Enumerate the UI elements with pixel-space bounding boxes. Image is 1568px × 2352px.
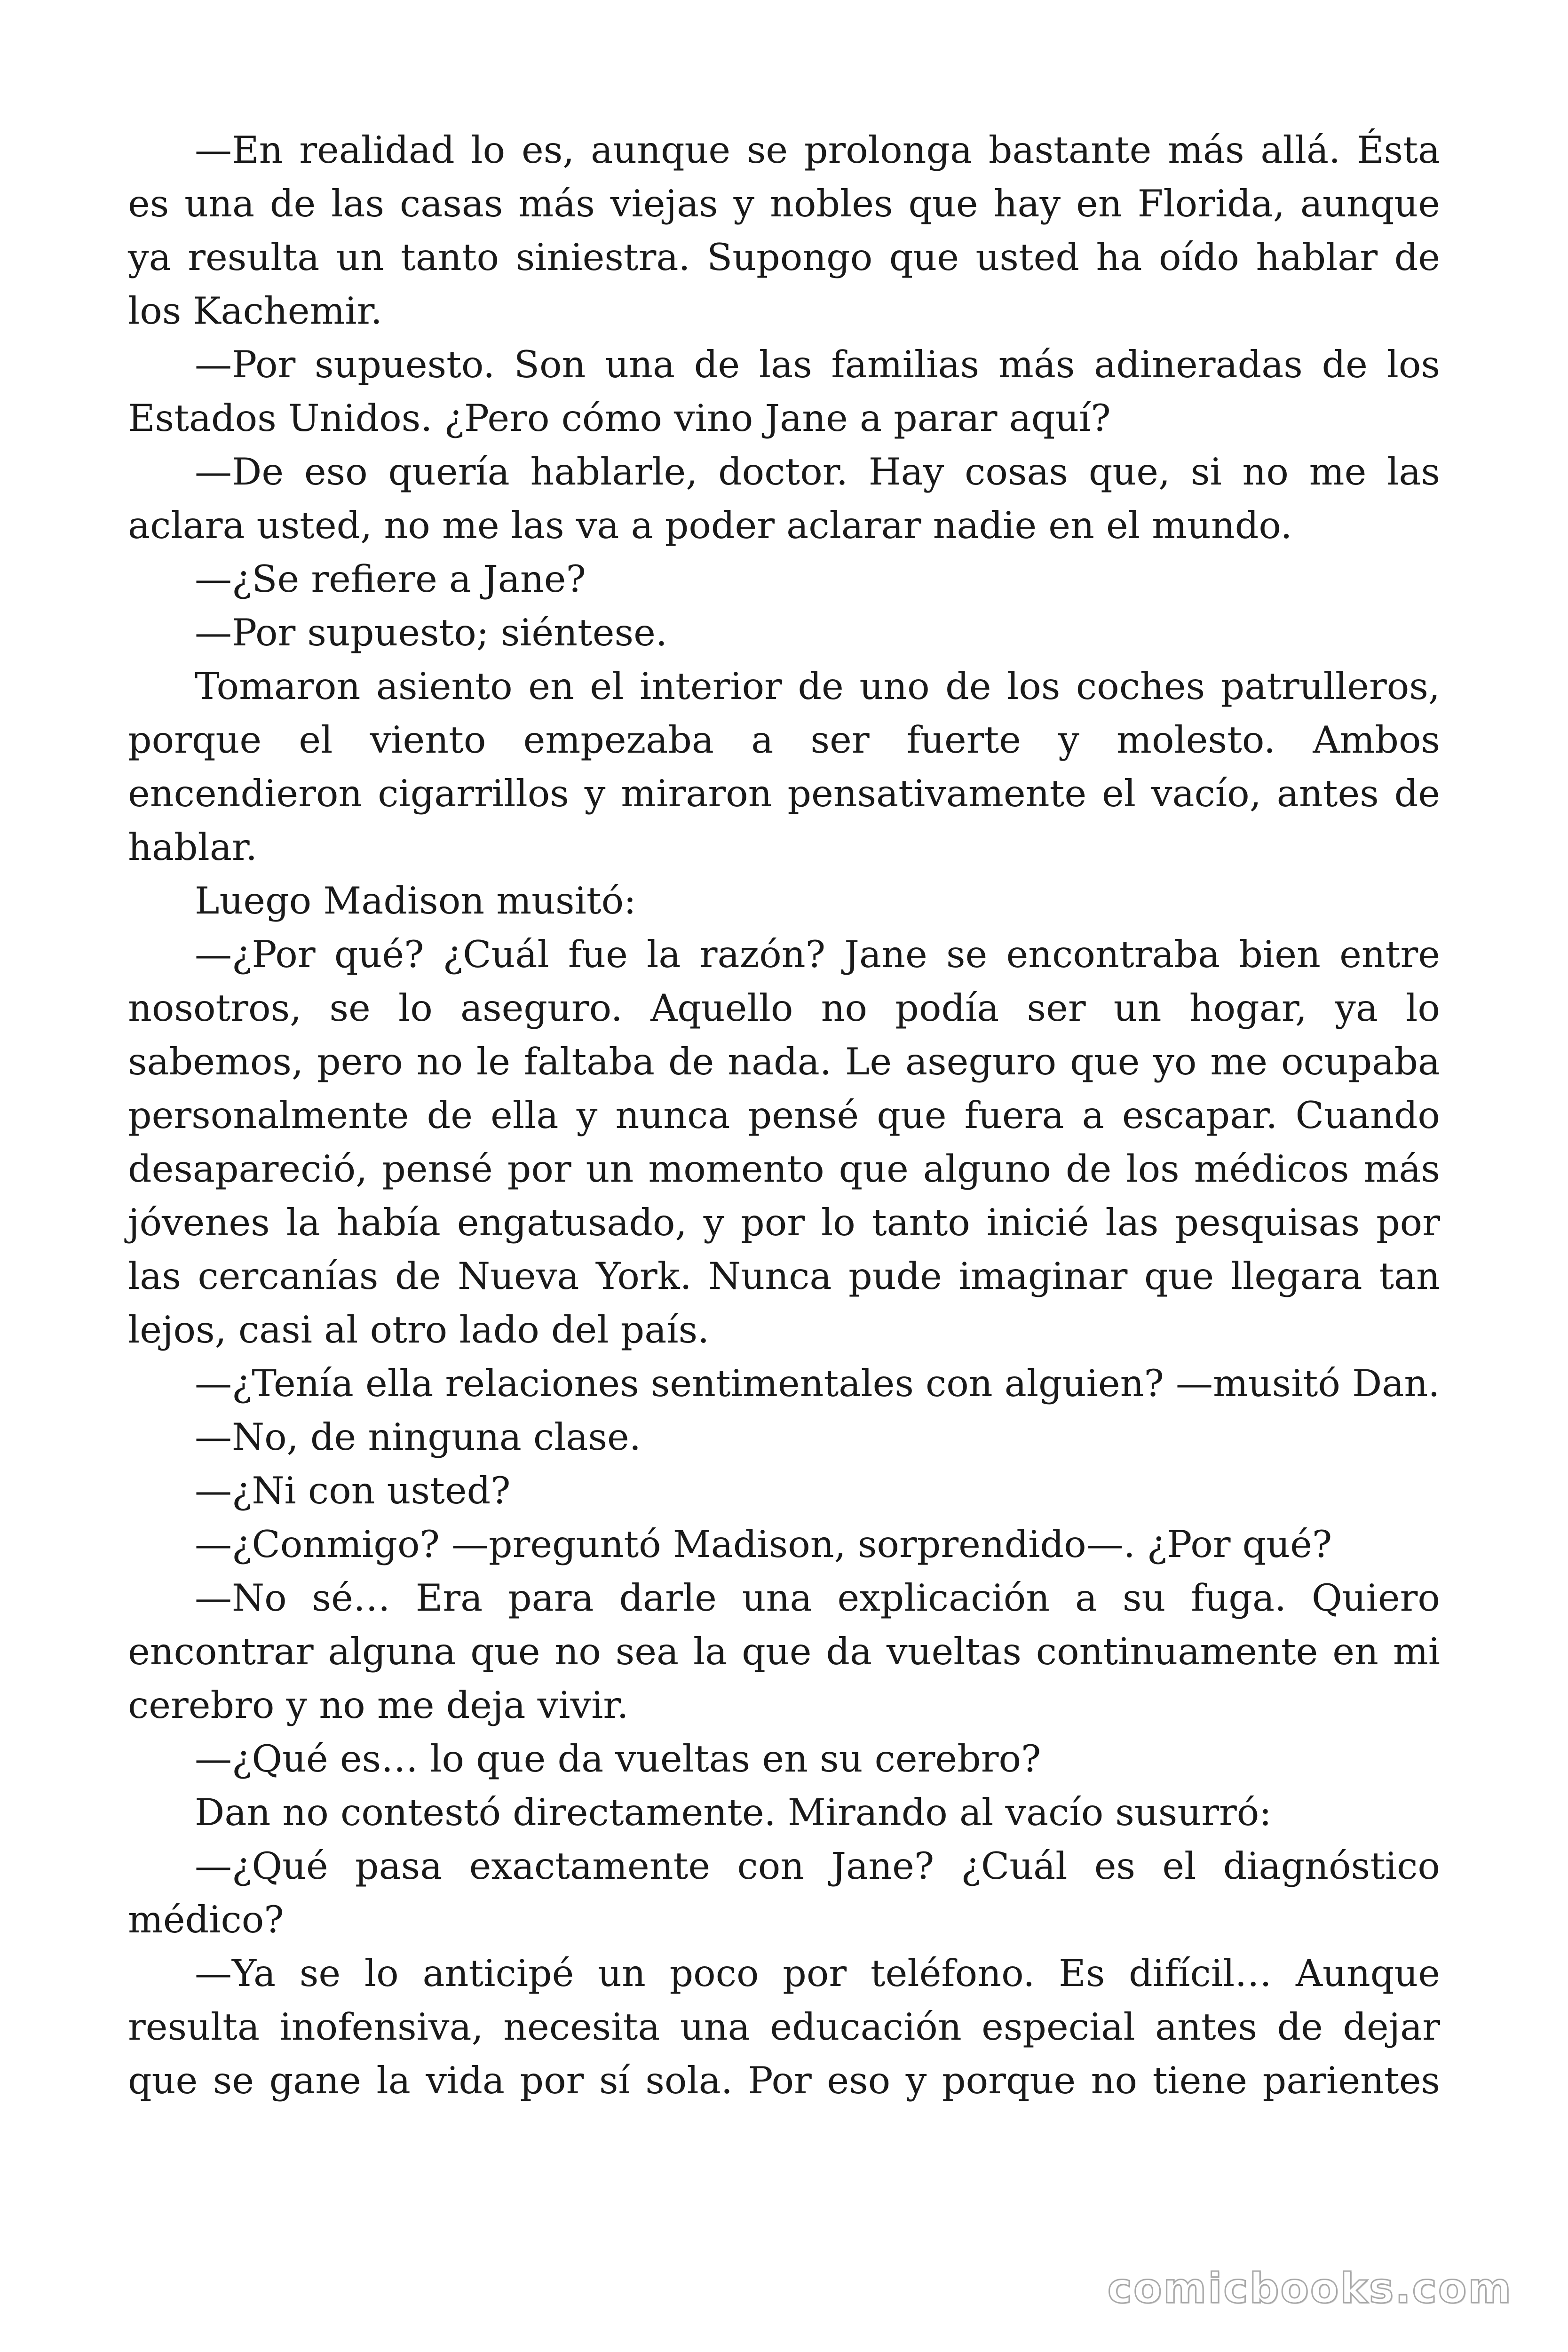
watermark: comicbooks.com [1107, 2264, 1513, 2312]
paragraph: Tomaron asiento en el interior de uno de los coches patrulleros, porque el viento empezaba a ser fuerte y molesto. Ambos encendieron cigarrillos y miraron pensativamente el vacío, antes de hablar. [128, 665, 1440, 869]
paragraph: —En realidad lo es, aunque se prolonga bastante más allá. Ésta es una de las casas más viejas y nobles que hay en Florida, aunque ya resulta un tanto siniestra. Supongo que usted ha oído hablar de los Kachemir. [128, 128, 1440, 333]
paragraph: —¿Qué es… lo que da vueltas en su cerebro? [195, 1737, 1041, 1780]
paragraph: —Ya se lo anticipé un poco por teléfono. Es difícil… Aunque resulta inofensiva, necesita una educación especial antes de dejar que se gane la vida por sí sola. Por eso y porque no tiene parientes [128, 1952, 1440, 2102]
paragraph: —¿Qué pasa exactamente con Jane? ¿Cuál es el diagnóstico médico? [128, 1844, 1440, 1941]
paragraph: —No, de ninguna clase. [195, 1415, 641, 1459]
paragraph: —¿Se refiere a Jane? [195, 557, 586, 601]
page-text [128, 123, 1440, 2107]
paragraph: —¿Ni con usted? [195, 1469, 511, 1512]
paragraph: —¿Conmigo? —preguntó Madison, sorprendido—. ¿Por qué? [195, 1523, 1332, 1566]
paragraph: —¿Tenía ella relaciones sentimentales con alguien? —musitó Dan. [195, 1362, 1440, 1405]
paragraph: —De eso quería hablarle, doctor. Hay cosas que, si no me las aclara usted, no me las va a poder aclarar nadie en el mundo. [128, 450, 1440, 547]
paragraph: —¿Por qué? ¿Cuál fue la razón? Jane se encontraba bien entre nosotros, se lo aseguro. Aquello no podía ser un hogar, ya lo sabemos, pero no le faltaba de nada. Le aseguro que yo me ocupaba personalmente de ella y nunca pensé que fuera a escapar. Cuando desapareció, pensé por un momento que alguno de los médicos más jóvenes la había engatusado, y por lo tanto inicié las pesquisas por las cercanías de Nueva York. Nunca pude imaginar que llegara tan lejos, casi al otro lado del país. [128, 933, 1440, 1351]
paragraph: —Por supuesto. Son una de las familias más adineradas de los Estados Unidos. ¿Pero cómo vino Jane a parar aquí? [128, 343, 1440, 440]
paragraph: Luego Madison musitó: [195, 879, 636, 922]
paragraph: —Por supuesto; siéntese. [195, 611, 667, 654]
paragraph: Dan no contestó directamente. Mirando al vacío susurró: [195, 1791, 1272, 1834]
paragraph: —No sé… Era para darle una explicación a su fuga. Quiero encontrar alguna que no sea la que da vueltas continuamente en mi cerebro y no me deja vivir. [128, 1576, 1440, 1727]
